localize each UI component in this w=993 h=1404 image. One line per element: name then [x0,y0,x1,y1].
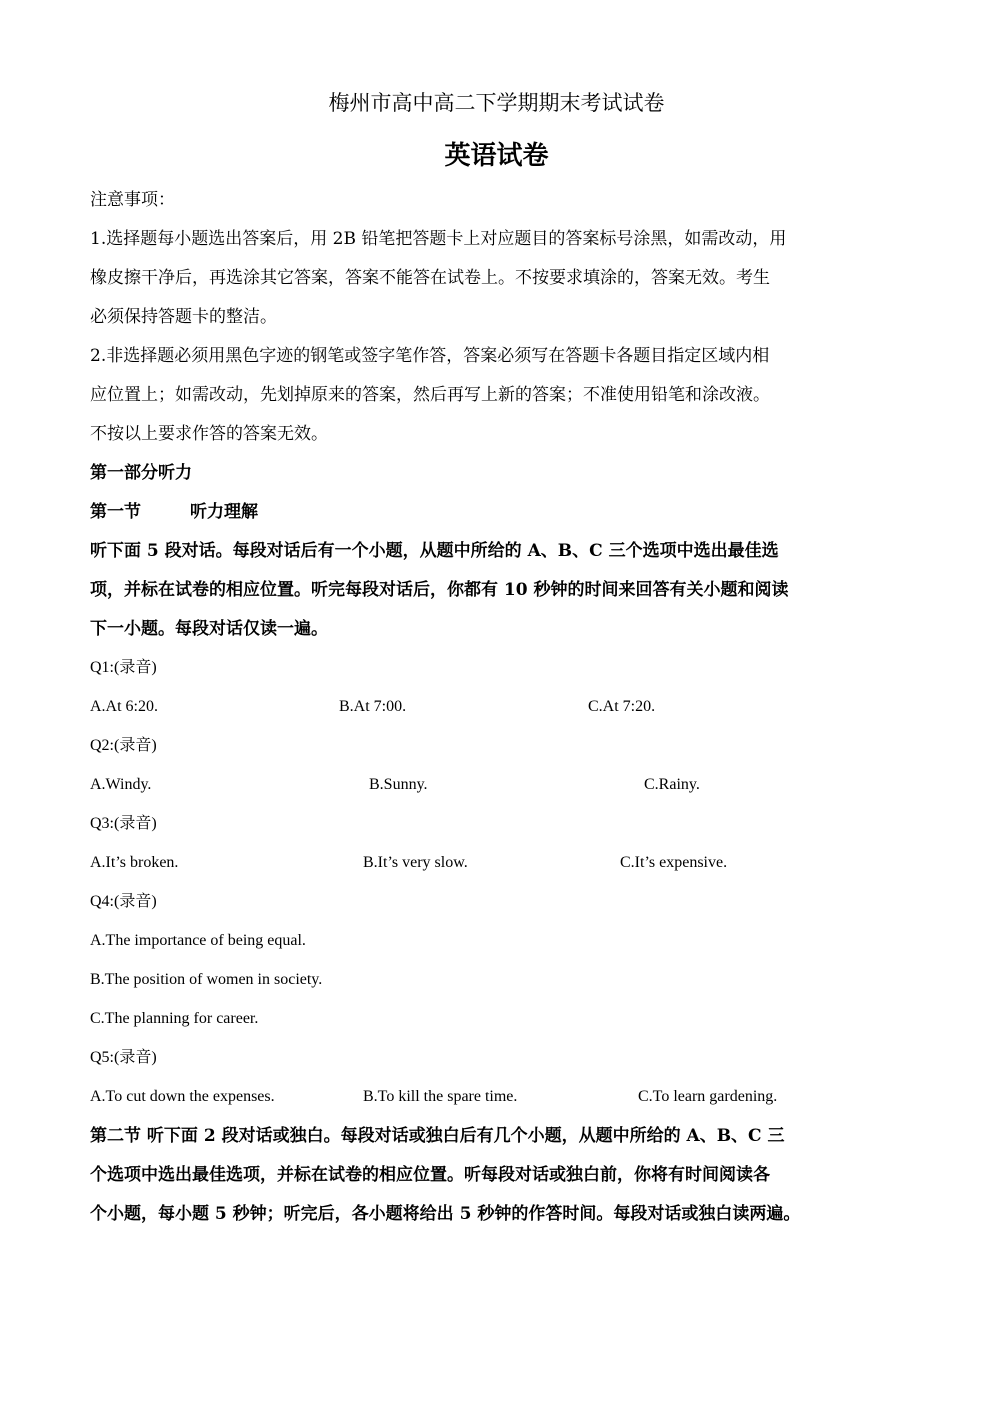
q4-option-b: B.The position of women in society. [90,971,323,988]
subject-title: 英语试卷 [444,141,549,171]
q2-option-b: B.Sunny. [369,776,428,793]
notice-item-1-line-3: 必须保持答题卡的整洁。 [90,307,277,327]
section1-label: 第一节 [90,502,141,522]
part1-instructions-line-1: 听下面 5 段对话。每段对话后有一个小题，从题中所给的 A、B、C 三个选项中选出最佳选 [90,541,779,561]
q5-option-b: B.To kill the spare time. [363,1088,518,1105]
q3-label: Q3:(录音) [90,815,157,832]
exam-title: 梅州市高中高二下学期期末考试试卷 [328,91,665,115]
part1-instructions-line-2: 项，并标在试卷的相应位置。听完每段对话后，你都有 10 秒钟的时间来回答有关小题和阅读 [90,580,789,600]
section1-name: 听力理解 [190,502,258,522]
notice-heading: 注意事项： [90,190,175,210]
q2-label: Q2:(录音) [90,737,157,754]
notice-item-1-line-1: 1.选择题每小题选出答案后，用 2B 铅笔把答题卡上对应题目的答案标号涂黑，如需改动，用 [90,229,787,249]
q3-option-c: C.It’s expensive. [620,854,728,871]
q5-label: Q5:(录音) [90,1049,157,1066]
q4-option-c: C.The planning for career. [90,1010,259,1027]
q4-option-a: A.The importance of being equal. [90,932,306,949]
notice-item-2-line-3: 不按以上要求作答的答案无效。 [90,424,328,444]
q4-label: Q4:(录音) [90,893,157,910]
q5-option-a: A.To cut down the expenses. [90,1088,275,1105]
part1-title: 第一部分听力 [90,463,192,483]
notice-item-1-line-2: 橡皮擦干净后，再选涂其它答案，答案不能答在试卷上。不按要求填涂的，答案无效。考生 [90,268,770,288]
part1-instructions-line-3: 下一小题。每段对话仅读一遍。 [90,619,328,639]
q3-option-a: A.It’s broken. [90,854,179,871]
notice-item-2-line-1: 2.非选择题必须用黑色字迹的钢笔或签字笔作答，答案必须写在答题卡各题目指定区域内相 [90,346,770,366]
q1-label: Q1:(录音) [90,659,157,676]
q5-option-c: C.To learn gardening. [638,1088,778,1105]
section2-line-1: 第二节 听下面 2 段对话或独白。每段对话或独白后有几个小题，从题中所给的 A、B、C 三 [90,1126,785,1146]
q1-option-b: B.At 7:00. [339,698,407,715]
section2-line-3: 个小题，每小题 5 秒钟；听完后，各小题将给出 5 秒钟的作答时间。每段对话或独白读两遍。 [90,1204,801,1224]
q2-option-a: A.Windy. [90,776,152,793]
q1-option-a: A.At 6:20. [90,698,158,715]
section2-line-2: 个选项中选出最佳选项，并标在试卷的相应位置。听每段对话或独白前，你将有时间阅读各 [90,1165,770,1185]
q1-option-c: C.At 7:20. [588,698,656,715]
notice-item-2-line-2: 应位置上；如需改动，先划掉原来的答案，然后再写上新的答案；不准使用铅笔和涂改液。 [90,385,770,405]
q3-option-b: B.It’s very slow. [363,854,468,871]
q2-option-c: C.Rainy. [644,776,700,793]
